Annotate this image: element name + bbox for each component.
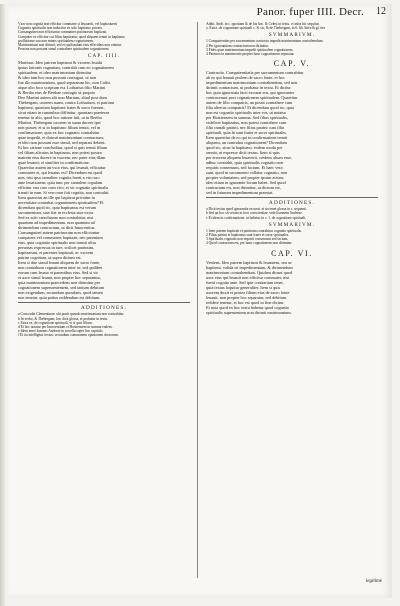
text-line: baptismi, valida sit impedimentum, & dirimendum [206, 264, 293, 270]
text-line: Item si duo simul leuant aliquem de sacro fonte, [18, 260, 101, 266]
text-line: baptismi, quoniam baptismi frater & soror fuerunt, [18, 105, 105, 111]
text-line: b Sed an hoc sit verum in foro conscientiae, vide Ioannem Andreae. [206, 211, 303, 216]
text-line: reddere tenetur, et hoc est quod in fine dicitur. [206, 299, 285, 305]
text-line: & Bertha eius de Berthae coniugio ut proprio [18, 90, 96, 96]
text-line: non exigendum, secundum quosdam, quod tamen [18, 290, 103, 296]
summary-heading: SVMMARIVM. [268, 32, 316, 39]
text-line: per Hostiensem in summa. Sed filius spiritualis, [206, 115, 288, 121]
text-line: d Et hoc notatur per Innocentium et Hostiensem in summa eadem. [18, 325, 113, 330]
text-line: Martini, Thebergam uxorem in suam ducere ipsi [18, 120, 101, 126]
additions-list [206, 207, 378, 220]
section-rule [206, 197, 378, 198]
text-line: 1 Compaternitas per sacramentum contracta impedit matrimonium contrahendum. [206, 39, 324, 44]
note-line: Matrimonium non dirimit; sed ex quibusdam eius effectibus non vnintur. [18, 43, 122, 48]
text-line: matrimonium contrahendum. Quidam dicunt quod [206, 269, 293, 275]
summary-list [206, 229, 378, 246]
text-line: matrem eius ducere in vxorem, nec pater eius illam [18, 155, 106, 161]
section-rule [18, 302, 190, 303]
text-line: non posset; et si in baptismo filium tenuit, vel in [18, 125, 101, 131]
text-line: leuauit, non propter hoc separatur, sed debitum [206, 294, 287, 300]
text-line: filia carnali patrini, nec filius patrini cum filia [206, 125, 284, 131]
text-line: aliquem, an contrahat cognationem? Dicendum [206, 140, 287, 146]
text-line: filia alterius compatris? Et dicendum quod sic, quia [206, 105, 294, 111]
text-line: Contractio. Compaternitatis per sacramentum contrahitur [206, 70, 304, 76]
text-line: ab eo qui leuauit prolem de sacro fonte, et hoc [206, 75, 285, 81]
text-line: sacramentum, siue fiat in ecclesia siue extra. [18, 210, 94, 216]
text-line: commater ei, qui leuatus est? Dicendum est quod [18, 170, 102, 176]
note-line: Addit. Andr. in c. quoniam & de his hoc. & Celest in textu. vt infra hic sequitur. [206, 22, 320, 26]
left-column [18, 22, 190, 338]
text-line: personas expressas in iure, scilicet patrinum, [18, 245, 95, 251]
text-line: tenetur in alio, quod hoc ratione fuit, ut in Bertha [18, 115, 102, 121]
note-line: Consanguinei non efficiuntur commatres patrinorum baptizati. [18, 30, 108, 35]
chapter-heading: CAP. IIII. [87, 53, 121, 60]
note-line: Cognatio spiritualis non inducitur ex solo baptismo privato. [18, 26, 103, 31]
note-line: Vxor non cognita non efficitur commater si leuauerit, vel baptizauerit [18, 22, 118, 26]
running-title: Panor. fuper IIII. Decr. [256, 6, 364, 18]
text-line: 3 Fides quae matrimonium impedit spiritualem cognationem. [206, 47, 294, 52]
text-line: non, nisi ipsa carnaliter cognita fuerit a viro suo [18, 175, 100, 181]
text-line: hoc quia ignorantia facti excusat eos, qui ignoranter [206, 90, 295, 96]
text-line: per errorem aliquem leuaverit, credens alium esse, [206, 155, 293, 161]
text-line: 3 Spiritualis cognatio non requirit consensum sed factum. [206, 237, 289, 242]
text-line: Quaeritur autem an vxor eius, qui leuauit, efficiatur [18, 165, 106, 171]
text-line: autem de filio compatris, an possit contrahere cum [206, 100, 293, 106]
text-line: ipsius latronis cognatum, contrahit cum eo cognationem [18, 65, 114, 71]
text-line: quae leuauit; et similiter in confirmatione. [18, 160, 90, 166]
page-number: 12 [376, 6, 386, 17]
text-line: spirituali, quia hi sunt frater et soror spirituales. [206, 130, 287, 136]
text-line: 2 Filius patrini et baptizatus sunt frater et soror spirituales. [206, 233, 290, 238]
summary-heading: SVMMARIVM. [268, 221, 316, 228]
text-line: videlicet baptizatus, non potest contrahere cum [206, 120, 287, 126]
text-line: necessitate contrahat cognationem spiritualem? Et [18, 200, 104, 206]
chapter-body [18, 60, 190, 300]
text-line: Et hoc ratione concluditur, quod si quis tenuit filium [18, 145, 108, 151]
text-line: et ideo non possunt esse simul, sed separari debent. [18, 140, 106, 146]
text-line: quae impedit, et dirimit matrimonium contractum; [18, 135, 104, 141]
text-line: Thebergam, uxorem suam, contra Lotharium, et patriam [18, 100, 114, 106]
text-line: ante leuationem; quia tunc per carnalem copulam [18, 180, 103, 186]
text-line: efficitur vna caro cum viro, et sic cognatio spiritualis [18, 185, 109, 191]
left-top-notes [18, 22, 190, 51]
text-line: non contrahunt cognationem inter se, sed quilibet [18, 265, 103, 271]
text-line: cognationem superuenientem, sed tantum debitum [18, 285, 105, 291]
text-line: eorum cum leuato et parentibus eius. Sed si vir [18, 270, 98, 276]
text-line: dirimendum contractum, ut dicit Innocentius. [18, 225, 96, 231]
text-line: c Et idem in confirmatione, ut habetur in c. 1. de cognatione spirituali. [206, 215, 306, 220]
additions-heading: ADDITIONES. [269, 200, 315, 207]
document-page [8, 4, 392, 598]
page-gutter [0, 4, 6, 606]
text-line: a Dicit textus quod ignorantia excusat, et ita tenet glossa in c. sequenti. [206, 207, 307, 212]
text-line: impedimentum matrimonium contrahendum, sed non [206, 80, 298, 86]
text-line: vel filiam alicuius in baptismo, non potest postea [18, 150, 102, 156]
text-line: fiat illo matrimonium, quod separatum hic, non Calist. [18, 80, 111, 86]
text-line: quia textus loquitur generaliter. Item si quis [206, 284, 281, 290]
page-header [8, 6, 392, 20]
text-line: 4 Patrinus in matrimonio propter hanc cognationem separatur. [206, 52, 295, 57]
text-line: f Et ita intelligitur textus, secundum communem opinionem doctorum. [18, 333, 119, 338]
chapter-body [206, 260, 378, 315]
text-line: omnia, ut expresse dicit textus. Item si quis [206, 150, 280, 156]
text-line: spiritualis superueniens non dirimit matrimonium. [206, 309, 292, 315]
text-line: contraxerunt post cognationem spiritualem. Quaeritur [206, 95, 298, 101]
text-line: Et nota quod ex hoc textu habetur quod cognatio [206, 304, 290, 310]
text-line: quantum ad impedimentum, non quantum ad [18, 220, 95, 226]
note-line: Compater ex efficitur cui filius baptizatur, quod aliquem tenuit in baptismo [18, 34, 125, 39]
text-line: Martinus. Ideo patrem baptismi & vxorem leualit [18, 60, 103, 66]
text-line: spiritualem, et ideo matrimonium dirimitur [18, 70, 92, 76]
column-divider [197, 22, 198, 578]
text-line: Item quaeritur an ille qui baptizat privatim in [18, 195, 95, 201]
chapter-heading: CAP. V. [273, 59, 311, 69]
text-line: b In verbo, & Thebergam, hoc dicit glossa, et probatur in textu. [18, 316, 108, 321]
text-line: confirmatione; quia ex hoc cognatio contrahitur [18, 130, 100, 136]
text-line: propter voluntatem, sed propter ipsum actum; [206, 175, 285, 181]
text-line: baptizatum, et parentes baptizati, ac vxorem [18, 250, 94, 256]
text-line: 1 Inter patrem baptizati et patrinum contrahitur cognatio spiritualis. [206, 228, 302, 233]
text-line: sicut etiam in canonibus diffinitur, quoniam praeterea [18, 110, 110, 116]
text-line: quia matrimonium praecedens non dirimitur per [18, 280, 101, 286]
text-line: dirimit contractum, ut probatur in textu. Et dicitur [206, 85, 291, 91]
text-line: Veniens. Ideo patrem baptismi & leuantem, seu se [206, 259, 292, 265]
text-line: eius, quia cognatio spiritualis non transit ultra [18, 240, 96, 246]
text-line: dicendum quod sic, quia baptismus est verum [18, 205, 96, 211]
note-line: Persona non possunt simul contrahere spiritualem cognationem. [18, 47, 110, 52]
chapter-body [206, 70, 378, 195]
text-line: fuerit cognita ante. Sed ipse contrarium tenet, [206, 279, 284, 285]
text-line: & ideo tam hoc non possunt coniugari, ut non [18, 75, 97, 81]
right-column [206, 22, 378, 315]
text-line: quod sic, sicut in baptismo, eodem modo per [206, 145, 283, 151]
text-line: contractum est, non dirimitur, ut dictum est, [206, 185, 281, 191]
catchword: legitime [365, 579, 382, 584]
text-line: requirit consensum, sed factum. Et haec vera [206, 165, 283, 171]
text-line: a Concordat Clementinae: ubi ponit quando matrimonium non contrahitur. [18, 312, 125, 317]
text-line: sed in futurum impedimentum praestat. [206, 190, 274, 196]
text-line: 4 Quod contractum est, per hanc cognationem non dirimitur. [206, 241, 293, 246]
text-line: sunt, quod in sacramento collatur cognatio, non [206, 170, 288, 176]
additions-heading: ADDITIONES. [81, 305, 127, 312]
text-line: Item quaeritur de eo qui in confirmatione tenuit [206, 135, 288, 141]
text-line: non est cognatio spiritualis inter eos, ut notatur [206, 110, 286, 116]
text-line: 2 Per ignorantiam contractum non dirimitur. [206, 43, 269, 48]
chapter-heading: CAP. VI. [271, 248, 313, 258]
text-line: c Extra ex, de cognatione spirituali, vt si quis filium. [18, 320, 93, 325]
text-line: Sed ex solo catechismo non contrahitur, nisi [18, 215, 94, 221]
text-line: compatres vel commatres baptizati, nec parentum [18, 235, 103, 241]
note-line: proflatiorue suo non minus spiritualem cognationem. [18, 38, 94, 43]
text-line: adhuc contrahit, quia spiritualis cognatio non [206, 160, 283, 166]
text-line: uxorem duxit et postea filium eius de sacro fonte [206, 289, 290, 295]
text-line: transit in eam. Si vero non fuit cognita, non contrahit. [18, 190, 110, 196]
text-line: e Idem tenet Ioannes Andreae in novella super hoc capitulo. [18, 329, 104, 334]
additions-list [18, 312, 190, 337]
text-line: ideo etiam in ignorante locum habet. Sed quod [206, 180, 286, 186]
text-line: patrini cognitam, ut supra dictum est. [18, 255, 82, 261]
text-line: non tenetur, quia potius reddendum est debitum. [18, 295, 101, 301]
text-line: uxor eius qui leuauit non efficitur commater, nisi [206, 274, 290, 280]
text-line: Consanguinei autem patrinorum non efficiuntur [18, 230, 100, 236]
note-line: a. Extra. de cognatione spirituali c. Si vir, & de Thebergam, in 6. lib. Infra & gl. iter [206, 26, 326, 31]
text-line: et uxor simul leuant, non propter hoc separantur, [18, 275, 101, 281]
text-line: atque alio loco scriptum est, Lotharius filio Martini [18, 85, 106, 91]
summary-list [206, 39, 378, 56]
text-line: Deo Martini autem alii non Marium, aliud post dum [18, 95, 107, 101]
